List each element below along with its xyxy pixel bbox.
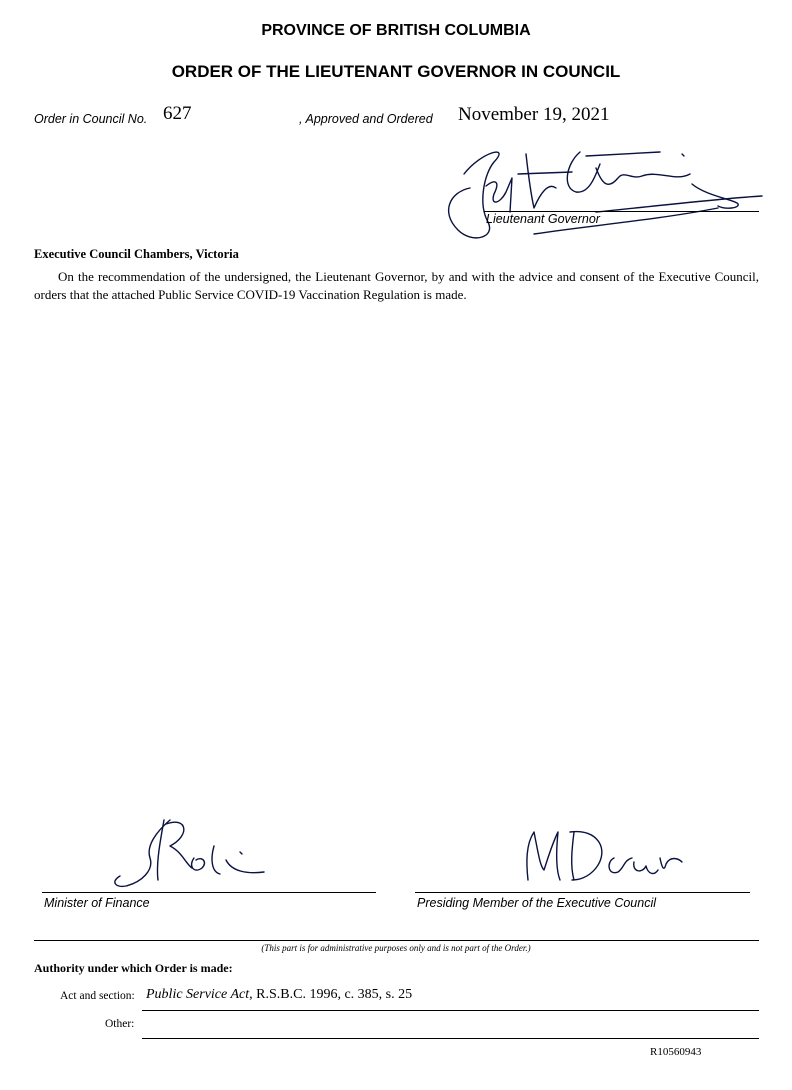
act-section-line	[142, 1010, 759, 1011]
minister-signature-line	[42, 892, 376, 893]
minister-signature	[98, 812, 278, 898]
order-title: ORDER OF THE LIEUTENANT GOVERNOR IN COUNCIL	[171, 62, 621, 81]
act-section-value	[146, 987, 412, 1003]
lieutenant-governor-signature	[436, 134, 776, 252]
presiding-member-signature	[512, 822, 692, 896]
presiding-member-signature-line	[415, 892, 750, 893]
admin-section-divider	[34, 940, 759, 941]
other-label: Other:	[105, 1018, 135, 1030]
lieutenant-governor-label: Lieutenant Governor	[486, 212, 600, 226]
presiding-member-title: Presiding Member of the Executive Council	[417, 896, 657, 910]
act-citation: , R.S.B.C. 1996, c. 385, s. 25	[249, 987, 413, 1002]
act-name: Public Service Act	[146, 987, 250, 1002]
authority-heading: Authority under which Order is made:	[34, 961, 233, 975]
minister-title: Minister of Finance	[44, 896, 150, 910]
order-body-text: On the recommendation of the undersigned, the Lieutenant Governor, by and with the advice and consent of the Executive Council, orders that the attached Public Service COVID-19 Vaccination Regulation is made.	[34, 269, 759, 302]
approved-label: , Approved and Ordered	[299, 112, 433, 126]
order-number-label: Order in Council No.	[34, 112, 148, 126]
province-heading: PROVINCE OF BRITISH COLUMBIA	[261, 22, 531, 39]
order-number: 627	[163, 103, 192, 124]
act-section-label: Act and section:	[60, 990, 135, 1002]
document-reference: R10560943	[650, 1046, 702, 1058]
admin-note: (This part is for administrative purposes only and is not part of the Order.)	[261, 943, 531, 953]
approval-date: November 19, 2021	[458, 104, 610, 125]
chambers-heading: Executive Council Chambers, Victoria	[34, 247, 239, 261]
other-line	[142, 1038, 759, 1039]
